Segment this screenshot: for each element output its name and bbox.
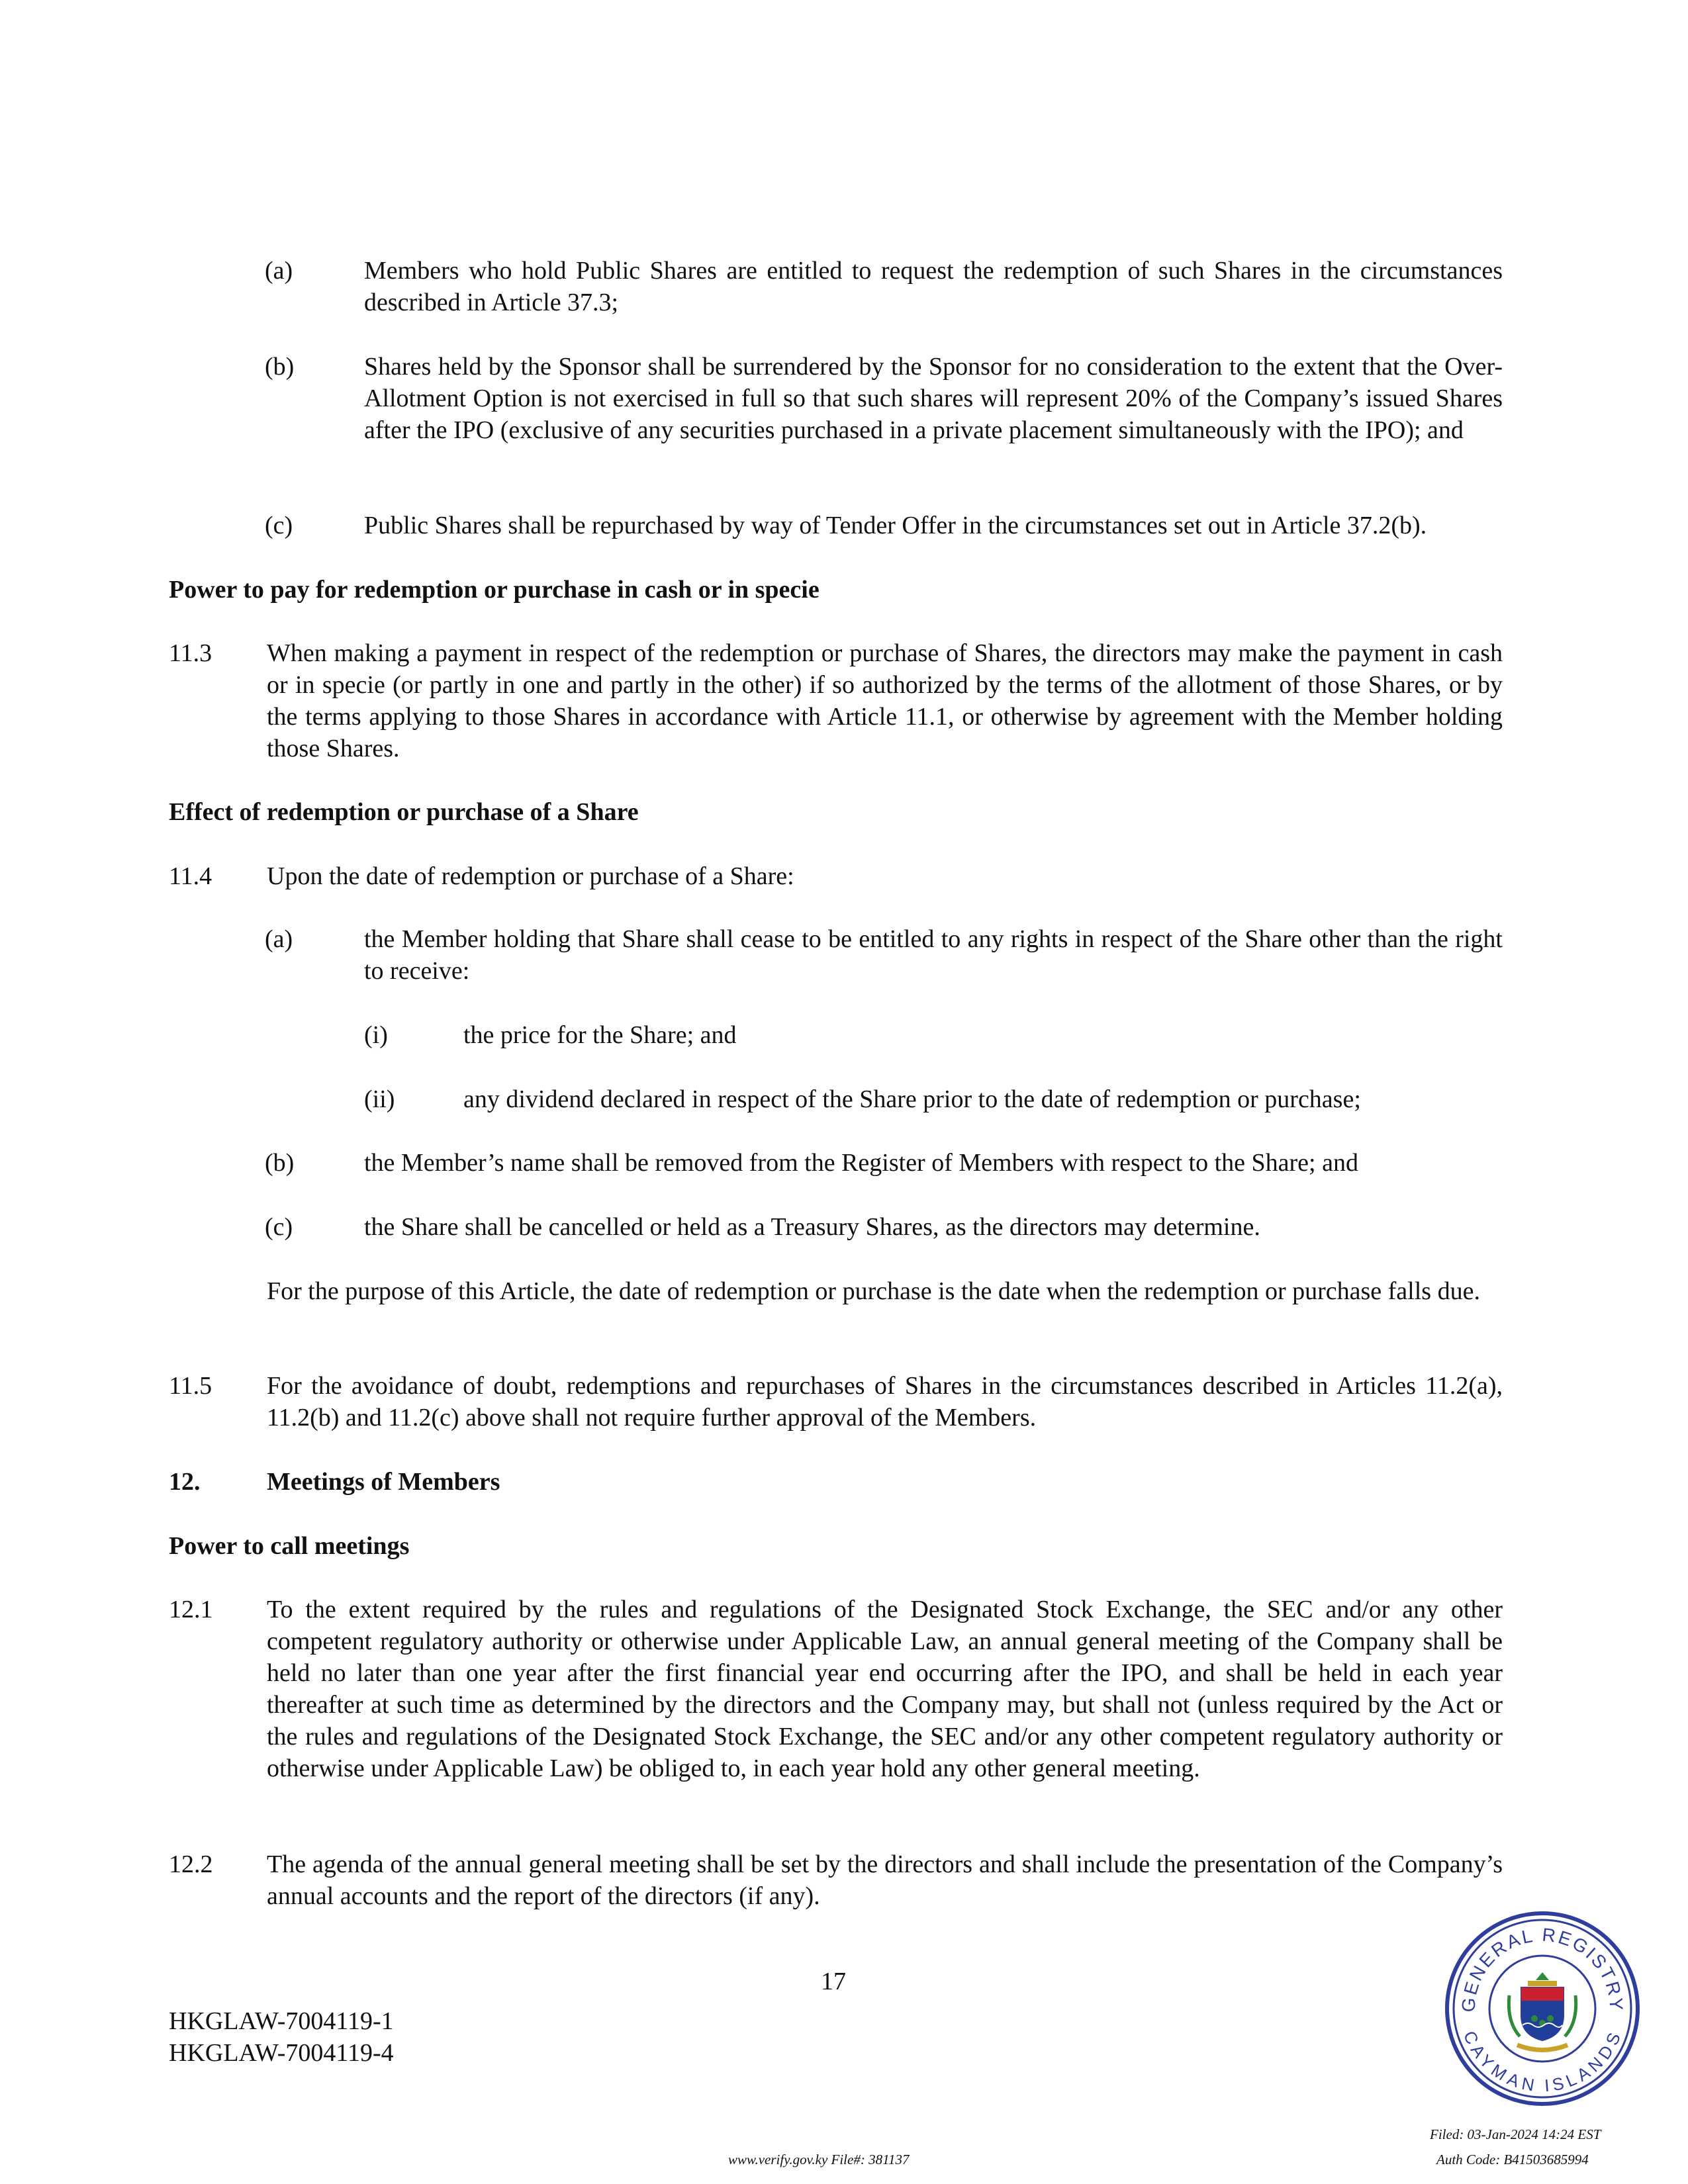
subitem-text: the price for the Share; and [463, 1021, 737, 1049]
article-number: 11.4 [169, 862, 212, 890]
auth-code: Auth Code: B41503685994 [1436, 2152, 1589, 2167]
article-number: 12.1 [169, 1596, 213, 1623]
item-text: the Share shall be cancelled or held as a Treasury Shares, as the directors may determine. [364, 1213, 1260, 1241]
article-text: To the extent required by the rules and regulations of the Designated Stock Exchange, the SEC and/or any other competent regulatory authority or otherwise under Applicable Law, an annual general meeting of the Company shall be held no later than one year after the first financial year end occurring after the IPO, and shall be held in each year thereafter at such time as determined by the directors and the Company may, but shall not (unless required by the Act or the rules and regulations of the Designated Stock Exchange, the SEC and/or any other competent regulatory authority or otherwise under Applicable Law) be obliged to, in each year hold any other general meeting. [267, 1596, 1503, 1782]
general-registry-seal [1443, 1909, 1642, 2108]
article-text: When making a payment in respect of the redemption or purchase of Shares, the directors may make the payment in cash or in specie (or partly in one and partly in the other) if so authorized by the terms of the allotment of those Shares, or by the terms applying to those Shares in accordance with Article 11.1, or otherwise by agreement with the Member holding those Shares. [267, 639, 1503, 762]
item-label: (a) [265, 257, 293, 285]
item-text: Public Shares shall be repurchased by way of Tender Offer in the circumstances set out in Article 37.2(b). [364, 512, 1427, 539]
subitem-label: (i) [364, 1021, 388, 1049]
article-number: 12.2 [169, 1850, 213, 1878]
section-title: Meetings of Members [267, 1468, 500, 1496]
item-text: Shares held by the Sponsor shall be surrendered by the Sponsor for no consideration to the extent that the Over-Allotment Option is not exercised in full so that such shares will represent 20% of the Company’s issued Shares after the IPO (exclusive of any securities purchased in a private placement simultaneously with the IPO); and [364, 353, 1503, 444]
article-number: 11.3 [169, 639, 212, 667]
document-id: HKGLAW-7004119-1 [169, 2007, 394, 2035]
article-text: The agenda of the annual general meeting shall be set by the directors and shall include the presentation of the Company’s annual accounts and the report of the directors (if any). [267, 1850, 1503, 1910]
subitem-text: any dividend declared in respect of the Share prior to the date of redemption or purchase; [463, 1085, 1361, 1113]
item-label: (b) [265, 1149, 295, 1177]
article-number: 11.5 [169, 1372, 212, 1400]
subitem-label: (ii) [364, 1085, 395, 1113]
page-number: 17 [821, 1968, 846, 1995]
item-text: Members who hold Public Shares are entitled to request the redemption of such Shares in the circumstances described in Article 37.3; [364, 257, 1503, 316]
item-label: (b) [265, 353, 295, 381]
item-label: (c) [265, 512, 293, 539]
item-label: (a) [265, 925, 293, 953]
seal-top-text: GENERAL REGISTRY [1458, 1924, 1627, 2013]
document-id: HKGLAW-7004119-4 [169, 2039, 394, 2067]
section-heading: Power to pay for redemption or purchase in cash or in specie [169, 576, 820, 604]
verify-line: www.verify.gov.ky File#: 381137 [728, 2152, 910, 2167]
section-number: 12. [169, 1468, 201, 1496]
article-text: For the avoidance of doubt, redemptions and repurchases of Shares in the circumstances described in Articles 11.2(a), 11.2(b) and 11.2(c) above shall not require further approval of the Members. [267, 1372, 1503, 1432]
filed-stamp: Filed: 03-Jan-2024 14:24 EST [1430, 2126, 1601, 2142]
seal-bottom-text: CAYMAN ISLANDS [1459, 2028, 1626, 2096]
article-closing-text: For the purpose of this Article, the date of redemption or purchase is the date when the redemption or purchase falls due. [267, 1277, 1480, 1305]
item-label: (c) [265, 1213, 293, 1241]
item-text: the Member holding that Share shall cease to be entitled to any rights in respect of the Share other than the right to receive: [364, 925, 1503, 985]
section-heading: Power to call meetings [169, 1532, 410, 1560]
section-heading: Effect of redemption or purchase of a Share [169, 798, 639, 826]
item-text: the Member’s name shall be removed from the Register of Members with respect to the Share; and [364, 1149, 1358, 1177]
article-text: Upon the date of redemption or purchase of a Share: [267, 862, 794, 890]
